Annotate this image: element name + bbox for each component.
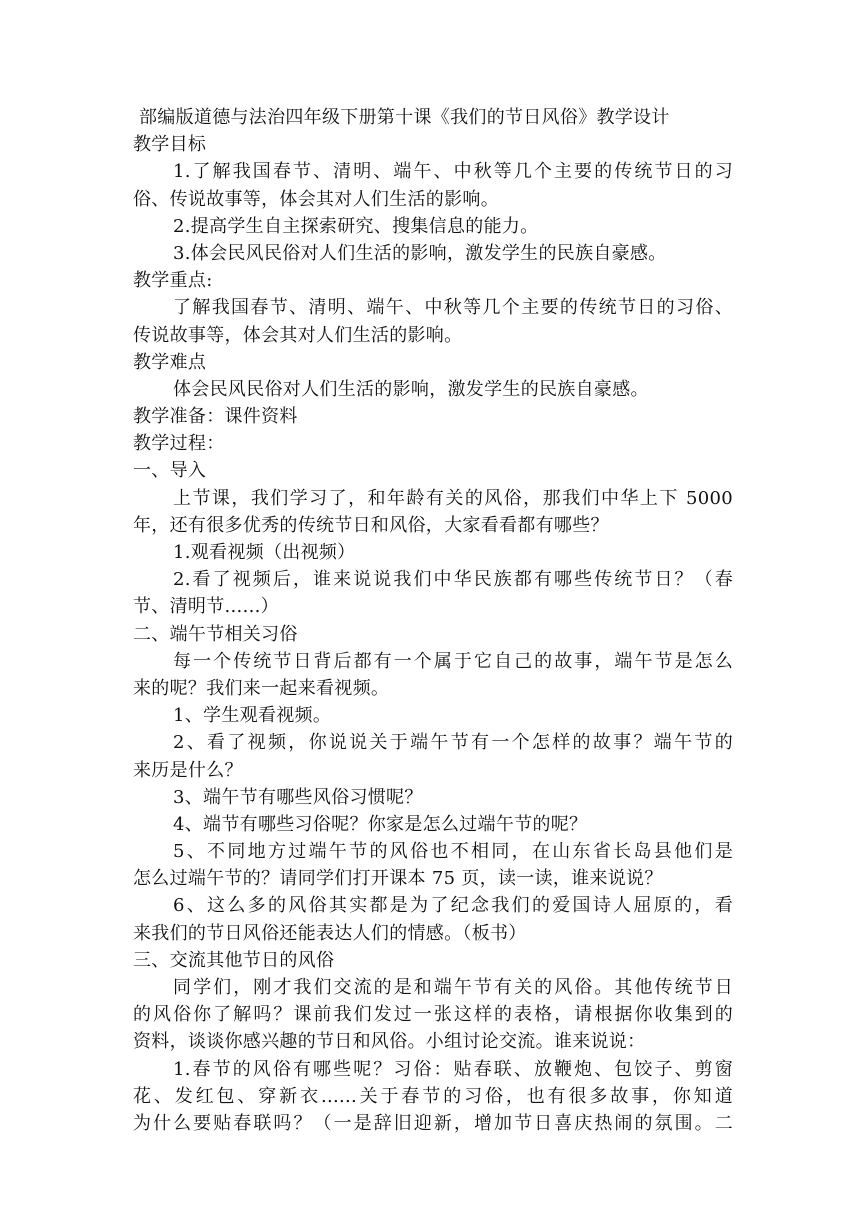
document-lines bbox=[133, 131, 733, 1137]
text-line: 俗、传说故事等，体会其对人们生活的影响。 bbox=[133, 188, 499, 210]
document-title: 部编版道德与法治四年级下册第十课《我们的节日风俗》教学设计 bbox=[139, 107, 670, 128]
text-line: 为什么要贴春联吗？（一是辞旧迎新，增加节日喜庆热闹的氛围。二 bbox=[133, 1112, 733, 1134]
text-line: 1.观看视频（出视频） bbox=[173, 542, 356, 563]
text-line: 传说故事等，体会其对人们生活的影响。 bbox=[133, 324, 463, 346]
text-line: 教学难点 bbox=[133, 351, 207, 373]
text-line: 花、发红包、穿新衣......关于春节的习俗，也有很多故事，你知道 bbox=[133, 1085, 733, 1107]
text-line: 教学准备：课件资料 bbox=[133, 406, 298, 428]
text-line: 年，还有很多优秀的传统节日和风俗，大家看看都有哪些？ bbox=[133, 514, 609, 536]
text-line: 5、不同地方过端午节的风俗也不相同，在山东省长岛县他们是 bbox=[173, 841, 733, 863]
text-line: 的风俗你了解吗？课前我们发过一张这样的表格，请根据你收集到的 bbox=[133, 1004, 733, 1026]
text-line: 上节课，我们学习了，和年龄有关的风俗，那我们中华上下 5000 bbox=[173, 487, 733, 509]
text-line: 2、看了视频，你说说关于端午节有一个怎样的故事？端午节的 bbox=[173, 732, 733, 754]
text-line: 4、端节有哪些习俗呢？你家是怎么过端午节的呢？ bbox=[173, 813, 588, 835]
text-line: 节、清明节......） bbox=[133, 596, 279, 618]
document-body bbox=[133, 104, 733, 1137]
text-line: 1.春节的风俗有哪些呢？习俗：贴春联、放鞭炮、包饺子、剪窗 bbox=[173, 1058, 733, 1080]
text-line: 同学们，刚才我们交流的是和端午节有关的风俗。其他传统节日 bbox=[173, 977, 733, 998]
text-line: 教学目标 bbox=[133, 134, 207, 156]
text-line: 3、端午节有哪些风俗习惯呢？ bbox=[173, 786, 423, 808]
text-line: 2.提高学生自主探索研究、搜集信息的能力。 bbox=[173, 215, 539, 237]
text-line: 2.看了视频后，谁来说说我们中华民族都有哪些传统节日？（春 bbox=[173, 569, 733, 591]
text-line: 3.体会民风民俗对人们生活的影响，激发学生的民族自豪感。 bbox=[173, 242, 667, 264]
text-line: 来的呢？我们来一起来看视频。 bbox=[133, 677, 390, 699]
text-line: 教学过程： bbox=[133, 433, 225, 455]
text-line: 来历是什么？ bbox=[133, 759, 243, 781]
text-line: 二、端午节相关习俗 bbox=[133, 623, 298, 645]
text-line: 三、交流其他节日的风俗 bbox=[133, 949, 335, 971]
text-line: 每一个传统节日背后都有一个属于它自己的故事，端午节是怎么 bbox=[173, 650, 733, 672]
text-line: 怎么过端午节的？请同学们打开课本 75 页，读一读，谁来说说？ bbox=[133, 868, 663, 890]
text-line: 一、导入 bbox=[133, 460, 207, 482]
text-line: 6、这么多的风俗其实都是为了纪念我们的爱国诗人屈原的，看 bbox=[173, 895, 733, 917]
text-line: 教学重点: bbox=[133, 270, 213, 292]
text-line: 了解我国春节、清明、端午、中秋等几个主要的传统节日的习俗、 bbox=[173, 297, 733, 319]
text-line: 体会民风民俗对人们生活的影响，激发学生的民族自豪感。 bbox=[173, 378, 649, 400]
text-line: 1、学生观看视频。 bbox=[173, 705, 332, 727]
text-line: 来我们的节日风俗还能表达人们的情感。（板书） bbox=[133, 922, 527, 944]
text-line: 资料，谈谈你感兴趣的节日和风俗。小组讨论交流。谁来说说： bbox=[133, 1031, 646, 1053]
text-line: 1.了解我国春节、清明、端午、中秋等几个主要的传统节日的习 bbox=[173, 161, 733, 183]
